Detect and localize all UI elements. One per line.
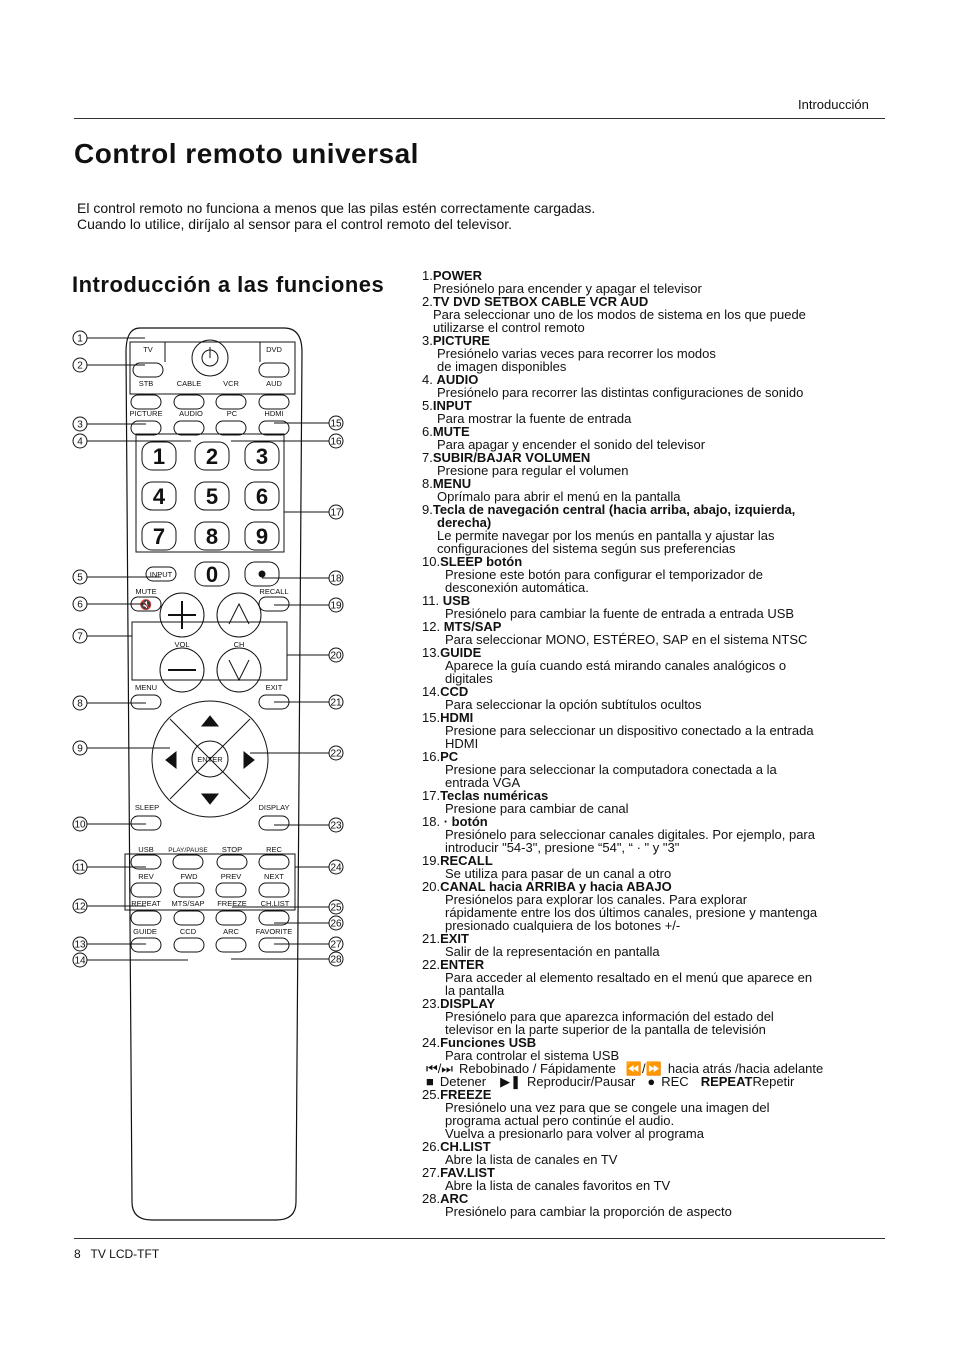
digit-label: 1 <box>152 444 166 469</box>
ch-up-icon <box>229 604 249 624</box>
exit-label: EXIT <box>265 683 283 692</box>
function-name: MENU <box>432 476 472 491</box>
rec-button <box>259 855 289 869</box>
usb-stop-text: Detener <box>439 1074 487 1089</box>
function-number: 16. <box>422 749 441 764</box>
sleep-button <box>131 816 161 830</box>
function-desc: Presiónelo para que aparezca información del estado del <box>445 1009 774 1024</box>
prev-button <box>216 883 246 897</box>
function-item <box>422 711 892 750</box>
function-desc: Para controlar el sistema USB <box>445 1048 620 1063</box>
intro-text <box>77 200 595 232</box>
function-number: 22. <box>422 957 441 972</box>
function-item <box>422 932 892 958</box>
pc-button <box>216 421 246 435</box>
function-item <box>422 399 892 425</box>
function-desc: Se utiliza para pasar de un canal a otro <box>445 866 672 881</box>
callout-number: 18 <box>330 573 342 585</box>
function-desc: rápidamente entre los dos últimos canales, presione y mantenga <box>445 905 818 920</box>
function-number: 12. <box>422 619 444 634</box>
function-name: CH.LIST <box>440 1139 491 1154</box>
header-rule <box>74 118 885 119</box>
section-header: Introducción <box>798 97 869 112</box>
function-number: 17. <box>422 788 441 803</box>
function-name: MTS/SAP <box>443 619 502 634</box>
digit-label: 0 <box>205 562 219 587</box>
nav-left-icon <box>166 752 176 768</box>
function-number: 20. <box>422 879 441 894</box>
callout-number: 8 <box>77 698 83 710</box>
callout-number: 11 <box>74 862 86 874</box>
function-name: SLEEP botón <box>440 554 523 569</box>
function-name: POWER <box>432 268 482 283</box>
function-name: AUDIO <box>436 372 479 387</box>
digit-label: 2 <box>205 444 219 469</box>
footer-rule <box>74 1238 885 1239</box>
rewind-skip-icon: ⏮/⏭ <box>426 1061 454 1076</box>
stop-label: STOP <box>221 845 243 854</box>
function-desc: desconexión automática. <box>445 580 589 595</box>
function-number: 28. <box>422 1191 441 1206</box>
cable-button <box>174 395 204 409</box>
ccd-label: CCD <box>179 927 197 936</box>
function-number: 14. <box>422 684 441 699</box>
favorite-button <box>259 938 289 952</box>
function-desc: Presione para regular el volumen <box>437 463 629 478</box>
function-desc: Presione para seleccionar la computadora conectada a la <box>445 762 777 777</box>
function-name: EXIT <box>440 931 469 946</box>
menu-button <box>131 695 161 709</box>
function-number: 7. <box>422 450 433 465</box>
function-name: FREEZE <box>440 1087 492 1102</box>
function-number: 13. <box>422 645 441 660</box>
play-pause-label: PLAY/PAUSE <box>168 847 208 854</box>
play-pause-button <box>173 855 203 869</box>
digit-label: 4 <box>152 484 166 509</box>
function-desc: Presiónelo para cambiar la fuente de entrada a entrada USB <box>445 606 795 621</box>
callout-number: 25 <box>330 902 342 914</box>
callout-number: 14 <box>74 955 86 967</box>
function-item <box>422 503 892 555</box>
page-title: Control remoto universal <box>74 138 419 169</box>
callout-number: 4 <box>77 436 83 448</box>
rew-fwd-icon: ⏪/⏩ <box>625 1061 662 1076</box>
menu-label: MENU <box>134 683 158 692</box>
function-number: 27. <box>422 1165 441 1180</box>
function-desc: Abre la lista de canales favoritos en TV <box>445 1178 671 1193</box>
function-desc: Para acceder al elemento resaltado en el menú que aparece en <box>445 970 813 985</box>
function-name: HDMI <box>440 710 474 725</box>
callout-number: 15 <box>330 418 342 430</box>
rec-label: REC <box>266 845 282 854</box>
function-number: 1. <box>422 268 433 283</box>
mute-label: MUTE <box>135 587 157 596</box>
usb-fwd-text: hacia atrás /hacia adelante <box>667 1061 824 1076</box>
vol-ch-box <box>132 622 287 680</box>
fwd-label: FWD <box>180 872 198 881</box>
function-desc: Presiónelo para encender y apagar el televisor <box>433 281 702 296</box>
function-item <box>422 334 892 373</box>
input-label: INPUT <box>149 570 173 579</box>
callout-number: 26 <box>330 918 342 930</box>
ccd-button <box>174 938 204 952</box>
function-number: 10. <box>422 554 441 569</box>
function-name: ENTER <box>440 957 485 972</box>
mts-sap-button <box>174 911 204 925</box>
guide-button <box>131 938 161 952</box>
digit-label: 6 <box>255 484 269 509</box>
function-name: CANAL hacia ARRIBA y hacia ABAJO <box>440 879 672 894</box>
function-desc: Presione para cambiar de canal <box>445 801 629 816</box>
dot-icon <box>259 571 265 577</box>
ch-down-button <box>217 648 261 692</box>
callout-number: 10 <box>74 819 86 831</box>
callout-number: 16 <box>330 436 342 448</box>
function-name: DISPLAY <box>440 996 496 1011</box>
function-number: 2. <box>422 294 433 309</box>
usb-functions-row-2 <box>422 1075 892 1088</box>
function-number: 5. <box>422 398 433 413</box>
repeat-button <box>131 911 161 925</box>
rev-label: REV <box>138 872 154 881</box>
callout-number: 24 <box>330 862 342 874</box>
callout-number: 21 <box>330 697 342 709</box>
function-name: MUTE <box>432 424 470 439</box>
audio-label: AUDIO <box>179 409 203 418</box>
function-item <box>422 750 892 789</box>
usb-repeat-key: REPEAT <box>700 1074 753 1089</box>
function-item <box>422 1166 892 1192</box>
function-heading <box>422 503 892 516</box>
function-item <box>422 646 892 685</box>
function-item <box>422 555 892 594</box>
ch-down-icon <box>229 660 249 680</box>
functions-list <box>422 269 892 1218</box>
usb-rew-text: Rebobinado / Fápidamente <box>459 1061 616 1076</box>
digit-label: 5 <box>205 484 219 509</box>
callout-number: 6 <box>77 599 83 611</box>
function-number: 15. <box>422 710 441 725</box>
freeze-button <box>216 911 246 925</box>
function-desc: HDMI <box>445 736 479 751</box>
cable-label: CABLE <box>176 379 202 388</box>
callout-number: 23 <box>330 820 342 832</box>
vcr-label: VCR <box>223 379 239 388</box>
function-desc: Para seleccionar uno de los modos de sistema en los que puede <box>433 307 806 322</box>
function-name: INPUT <box>432 398 472 413</box>
function-name: Funciones USB <box>440 1035 537 1050</box>
function-name: USB <box>442 593 471 608</box>
callout-number: 9 <box>77 743 83 755</box>
function-number: 6. <box>422 424 433 439</box>
function-item <box>422 1192 892 1218</box>
function-item <box>422 685 892 711</box>
function-desc: Abre la lista de canales en TV <box>445 1152 618 1167</box>
play-pause-icon: ▶❚ <box>500 1074 521 1089</box>
arc-button <box>216 938 246 952</box>
dvd-label: DVD <box>266 345 282 354</box>
function-desc: Aparece la guía cuando está mirando canales analógicos o <box>445 658 787 673</box>
recall-button <box>259 597 289 611</box>
mts-sap-label: MTS/SAP <box>171 899 205 908</box>
function-number: 24. <box>422 1035 441 1050</box>
function-desc: Presiónelo para seleccionar canales digitales. Por ejemplo, para <box>445 827 815 842</box>
function-desc: la pantalla <box>445 983 505 998</box>
function-desc: configuraciones del sistema según sus preferencias <box>437 541 736 556</box>
display-label: DISPLAY <box>258 803 290 812</box>
intro-line-2: Cuando lo utilice, diríjalo al sensor para el control remoto del televisor. <box>77 216 513 232</box>
function-name: SUBIR/BAJAR VOLUMEN <box>432 450 591 465</box>
function-item <box>422 620 892 646</box>
stop-icon: ■ <box>426 1074 434 1089</box>
function-item <box>422 451 892 477</box>
function-name: · botón <box>443 814 488 829</box>
function-number: 25. <box>422 1087 441 1102</box>
function-item <box>422 594 892 620</box>
function-item <box>422 815 892 854</box>
function-number: 3. <box>422 333 433 348</box>
dvd-button <box>259 363 289 377</box>
function-desc: Vuelva a presionarlo para volver al programa <box>445 1126 704 1141</box>
guide-label: GUIDE <box>133 927 157 936</box>
function-desc: Para seleccionar la opción subtítulos ocultos <box>445 697 702 712</box>
favorite-label: FAVORITE <box>255 927 293 936</box>
function-desc: Salir de la representación en pantalla <box>445 944 660 959</box>
digit-label: 8 <box>205 524 219 549</box>
footer-product: TV LCD-TFT <box>90 1247 160 1261</box>
sleep-label: SLEEP <box>134 803 160 812</box>
function-number: 9. <box>422 502 433 517</box>
pc-label: PC <box>226 409 238 418</box>
next-button <box>259 883 289 897</box>
nav-down-icon <box>202 794 218 804</box>
usb-play-text: Reproducir/Pausar <box>527 1074 636 1089</box>
aud-label: AUD <box>266 379 282 388</box>
digit-label: 7 <box>152 524 166 549</box>
function-item <box>422 1140 892 1166</box>
digit-label: 9 <box>255 524 269 549</box>
next-label: NEXT <box>263 872 285 881</box>
freeze-label: FREEZE <box>217 899 247 908</box>
aud-button <box>259 395 289 409</box>
callout-number: 5 <box>77 572 83 584</box>
repeat-label: REPEAT <box>131 899 161 908</box>
ch-label: CH <box>233 640 245 649</box>
function-desc: Presiónelos para explorar los canales. Para explorar <box>445 892 748 907</box>
nav-right-icon <box>244 752 254 768</box>
vcr-button <box>216 395 246 409</box>
function-item <box>422 997 892 1036</box>
ch-list-label: CH.LIST <box>260 899 290 908</box>
function-number: 11. <box>422 593 443 608</box>
function-desc: utilizarse el control remoto <box>433 320 585 335</box>
mute-icon: 🔇 <box>139 600 153 611</box>
intro-line-1: El control remoto no funciona a menos que las pilas estén correctamente cargadas. <box>77 200 596 216</box>
usb-rec-text: REC <box>661 1074 689 1089</box>
function-desc: Oprímalo para abrir el menú en la pantalla <box>437 489 681 504</box>
function-desc: Presione este botón para configurar el temporizador de <box>445 567 763 582</box>
remote-illustration <box>60 322 360 1222</box>
function-desc: Presiónelo una vez para que se congele una imagen del <box>445 1100 770 1115</box>
function-desc: introducir "54-3", presione “54", “ · " y "3" <box>445 840 680 855</box>
function-name: PICTURE <box>432 333 490 348</box>
callout-number: 13 <box>74 939 86 951</box>
function-desc: programa actual pero continúe el audio. <box>445 1113 675 1128</box>
callout-number: 19 <box>330 600 342 612</box>
function-desc: digitales <box>445 671 493 686</box>
picture-label: PICTURE <box>129 409 163 418</box>
function-number: 21. <box>422 931 441 946</box>
function-desc: Presione para seleccionar un dispositivo conectado a la entrada <box>445 723 814 738</box>
function-name: RECALL <box>440 853 493 868</box>
callout-number: 20 <box>330 650 342 662</box>
arc-label: ARC <box>223 927 239 936</box>
function-name: TV DVD SETBOX CABLE VCR AUD <box>432 294 649 309</box>
function-name: PC <box>440 749 459 764</box>
function-name: FAV.LIST <box>440 1165 495 1180</box>
function-name: CCD <box>440 684 469 699</box>
function-desc: Para mostrar la fuente de entrada <box>437 411 632 426</box>
function-number: 23. <box>422 996 441 1011</box>
ch-up-button <box>217 593 261 637</box>
callout-number: 12 <box>74 901 86 913</box>
rec-icon: ● <box>647 1074 656 1089</box>
picture-button <box>131 421 161 435</box>
function-number: 4. <box>422 372 437 387</box>
callout-number: 2 <box>77 360 83 372</box>
function-desc: presionado cualquiera de los botones +/- <box>445 918 681 933</box>
functions-title: Introducción a las funciones <box>72 272 385 297</box>
callout-number: 1 <box>77 333 83 345</box>
fwd-button <box>174 883 204 897</box>
function-item <box>422 958 892 997</box>
function-number: 18. <box>422 814 444 829</box>
tv-label: TV <box>143 345 153 354</box>
function-item <box>422 880 892 932</box>
function-number: 26. <box>422 1139 441 1154</box>
function-name: ARC <box>440 1191 469 1206</box>
function-item <box>422 477 892 503</box>
callout-number: 27 <box>330 939 342 951</box>
enter-label: ENTER <box>197 755 223 764</box>
usb-functions-row-1 <box>422 1062 892 1075</box>
function-desc: Presiónelo para cambiar la proporción de aspecto <box>445 1204 732 1219</box>
callout-number: 22 <box>330 748 342 760</box>
function-item <box>422 373 892 399</box>
usb-repeat-text: Repetir <box>752 1074 795 1089</box>
function-desc: televisor en la parte superior de la pantalla de televisión <box>445 1022 766 1037</box>
usb-label: USB <box>138 845 154 854</box>
audio-button <box>174 421 204 435</box>
nav-up-icon <box>202 716 218 726</box>
function-desc: Le permite navegar por los menús en pantalla y ajustar las <box>437 528 775 543</box>
function-name: Teclas numéricas <box>440 788 549 803</box>
function-number: 19. <box>422 853 441 868</box>
vol-label: VOL <box>174 640 190 649</box>
callout-number: 28 <box>330 954 342 966</box>
digit-label: 3 <box>255 444 269 469</box>
function-number: 8. <box>422 476 433 491</box>
function-desc: Presiónelo para recorrer las distintas configuraciones de sonido <box>437 385 804 400</box>
function-desc: entrada VGA <box>445 775 521 790</box>
stb-label: STB <box>138 379 154 388</box>
page-number: 8 <box>74 1247 81 1261</box>
function-item <box>422 269 892 295</box>
function-name: Tecla de navegación central (hacia arriba, abajo, izquierda, <box>432 502 796 517</box>
callout-number: 7 <box>77 631 83 643</box>
function-item <box>422 1036 892 1088</box>
function-name-cont: derecha) <box>437 515 492 530</box>
rev-button <box>131 883 161 897</box>
function-item <box>422 854 892 880</box>
stb-button <box>131 395 161 409</box>
function-item <box>422 1088 892 1140</box>
display-button <box>259 816 289 830</box>
function-desc: Para apagar y encender el sonido del televisor <box>437 437 706 452</box>
recall-label: RECALL <box>259 587 289 596</box>
function-desc: Para seleccionar MONO, ESTÉREO, SAP en el sistema NTSC <box>445 632 808 647</box>
function-item <box>422 425 892 451</box>
hdmi-label: HDMI <box>264 409 284 418</box>
function-desc: Presiónelo varias veces para recorrer los modos <box>437 346 716 361</box>
function-name: GUIDE <box>440 645 482 660</box>
footer <box>74 1247 159 1261</box>
stop-button <box>217 855 247 869</box>
function-item <box>422 789 892 815</box>
function-desc: de imagen disponibles <box>437 359 567 374</box>
callout-number: 3 <box>77 419 83 431</box>
prev-label: PREV <box>220 872 242 881</box>
callout-number: 17 <box>330 507 342 519</box>
function-item <box>422 295 892 334</box>
